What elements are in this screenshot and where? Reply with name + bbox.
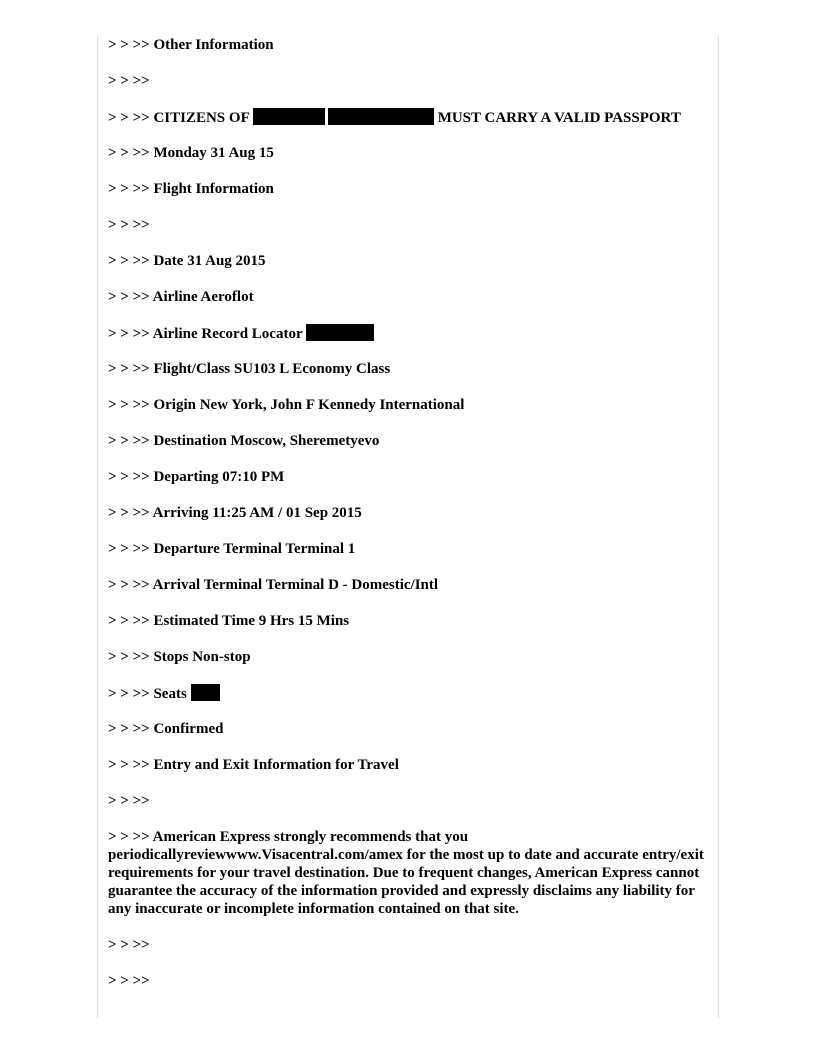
record-locator-line <box>108 324 708 342</box>
blank-quote-line <box>108 972 708 990</box>
quote-prefix: > > >> <box>108 686 150 702</box>
arriving-text: Arriving 11:25 AM / 01 Sep 2015 <box>152 505 362 521</box>
quote-prefix: > > >> <box>108 110 150 126</box>
citizens-of-text: CITIZENS OF <box>153 110 250 126</box>
quote-prefix: > > >> <box>108 757 150 773</box>
quote-prefix: > > >> <box>108 217 150 233</box>
flight-class-text: Flight/Class SU103 L Economy Class <box>153 361 391 377</box>
day-header-line <box>108 144 708 162</box>
blank-quote-line <box>108 936 708 954</box>
departing-line <box>108 468 708 486</box>
stops-line <box>108 648 708 666</box>
quote-prefix: > > >> <box>108 361 150 377</box>
quote-prefix: > > >> <box>108 289 150 305</box>
quote-prefix: > > >> <box>108 649 150 665</box>
departure-terminal-line <box>108 540 708 558</box>
estimated-time-text: Estimated Time 9 Hrs 15 Mins <box>153 613 350 629</box>
other-information-line <box>108 36 708 54</box>
quote-prefix: > > >> <box>108 181 150 197</box>
redacted-country-block <box>253 108 325 125</box>
confirmed-line <box>108 720 708 738</box>
origin-line <box>108 396 708 414</box>
quote-prefix: > > >> <box>108 469 150 485</box>
estimated-time-line <box>108 612 708 630</box>
quote-prefix: > > >> <box>108 326 150 342</box>
quote-prefix: > > >> <box>108 397 150 413</box>
quote-prefix: > > >> <box>108 253 150 269</box>
redacted-seat-block <box>191 684 220 701</box>
blank-quote-line <box>108 792 708 810</box>
arrival-terminal-line <box>108 576 708 594</box>
amex-notice-text: American Express strongly recommends that you periodicallyreviewwww.Visacentral.com/amex for the most up to date and accurate entry/exit requirements for your travel destination. Due to frequent changes, American Express cannot guarantee the accuracy of the information provided and expressly disclaims any liability for any inaccurate or incomplete information contained on that site. <box>108 829 704 917</box>
quote-prefix: > > >> <box>108 973 150 989</box>
destination-text: Destination Moscow, Sheremetyevo <box>153 433 380 449</box>
date-text: Date 31 Aug 2015 <box>153 253 266 269</box>
quote-prefix: > > >> <box>108 37 150 53</box>
passport-requirement-line <box>108 108 708 126</box>
quote-prefix: > > >> <box>108 577 150 593</box>
day-header-text: Monday 31 Aug 15 <box>153 145 274 161</box>
stops-text: Stops Non-stop <box>153 649 251 665</box>
departure-terminal-text: Departure Terminal Terminal 1 <box>153 541 356 557</box>
flight-class-line <box>108 360 708 378</box>
other-information-text: Other Information <box>153 37 274 53</box>
entry-exit-line <box>108 756 708 774</box>
quote-prefix: > > >> <box>108 829 150 845</box>
itinerary-body <box>108 36 708 1008</box>
destination-line <box>108 432 708 450</box>
amex-notice-paragraph <box>108 828 704 918</box>
quote-prefix: > > >> <box>108 613 150 629</box>
quote-prefix: > > >> <box>108 541 150 557</box>
redacted-country-block <box>328 108 434 125</box>
passport-requirement-text: MUST CARRY A VALID PASSPORT <box>437 110 681 126</box>
blank-quote-line <box>108 72 708 90</box>
record-locator-text: Airline Record Locator <box>152 326 303 342</box>
quote-prefix: > > >> <box>108 505 150 521</box>
airline-text: Airline Aeroflot <box>152 289 254 305</box>
confirmed-text: Confirmed <box>153 721 224 737</box>
departing-text: Departing 07:10 PM <box>153 469 285 485</box>
seats-line <box>108 684 708 702</box>
quote-prefix: > > >> <box>108 145 150 161</box>
arriving-line <box>108 504 708 522</box>
blank-quote-line <box>108 216 708 234</box>
arrival-terminal-text: Arrival Terminal Terminal D - Domestic/Intl <box>152 577 439 593</box>
seats-text: Seats <box>153 686 187 702</box>
entry-exit-text: Entry and Exit Information for Travel <box>153 757 399 773</box>
quote-prefix: > > >> <box>108 721 150 737</box>
quote-prefix: > > >> <box>108 433 150 449</box>
origin-text: Origin New York, John F Kennedy International <box>153 397 465 413</box>
date-line <box>108 252 708 270</box>
redacted-locator-block <box>306 324 374 341</box>
quote-prefix: > > >> <box>108 73 150 89</box>
quote-prefix: > > >> <box>108 793 150 809</box>
flight-information-line <box>108 180 708 198</box>
flight-information-text: Flight Information <box>153 181 274 197</box>
airline-line <box>108 288 708 306</box>
quote-prefix: > > >> <box>108 937 150 953</box>
